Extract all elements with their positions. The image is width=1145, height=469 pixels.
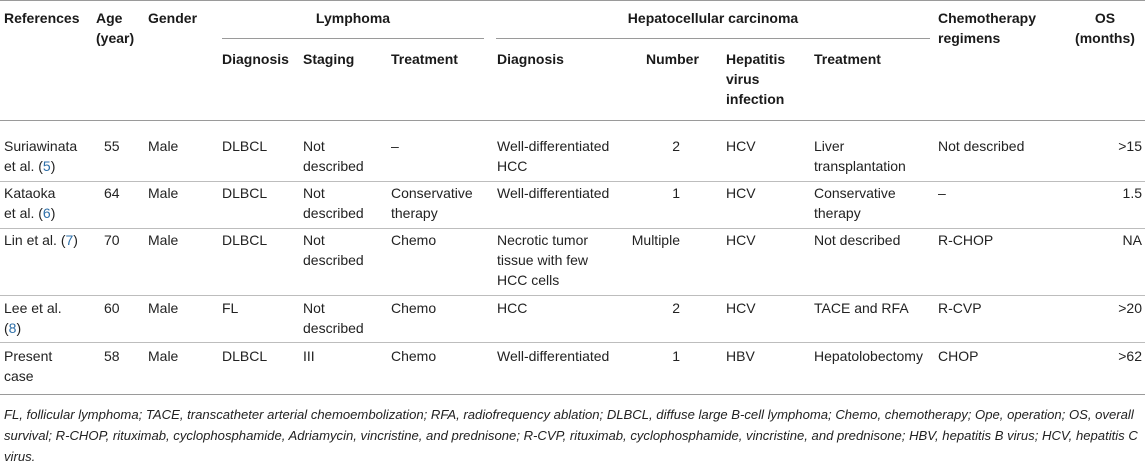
row-4-chemo: R-CVP [938, 300, 982, 316]
row-3-age: 70 [104, 232, 120, 248]
row-4-reference: Lee et al. (8) [4, 300, 62, 336]
row-4-gender: Male [148, 300, 179, 316]
row-5-number: 1 [672, 348, 680, 364]
row-3-virus: HCV [726, 232, 756, 248]
header-hcc-treatment: Treatment [814, 51, 881, 67]
header-lymphoma-diagnosis: Diagnosis [222, 51, 289, 67]
row-1-age: 55 [104, 138, 120, 154]
lymphoma-group-rule [222, 38, 484, 39]
row-1-staging: Not described [303, 138, 364, 174]
row-5-lymphoma-treatment: Chemo [391, 348, 437, 364]
header-hcc-group: Hepatocellular carcinoma [627, 10, 799, 26]
row-1-lymphoma-treatment: – [391, 138, 399, 154]
row-4-age: 60 [104, 300, 120, 316]
row-4-hcc-diagnosis: HCC [497, 300, 528, 316]
header-bottom-rule [0, 120, 1145, 121]
row-5-os: >62 [1118, 348, 1142, 364]
row-5-reference: Present case [4, 348, 53, 384]
row-1-gender: Male [148, 138, 179, 154]
row-2-hcc-diagnosis: Well-differentiated [497, 185, 610, 201]
header-lymphoma-treatment: Treatment [391, 51, 458, 67]
row-2-staging: Not described [303, 185, 364, 221]
row-3-lymphoma-diagnosis: DLBCL [222, 232, 268, 248]
header-hcc-virus: Hepatitis virus infection [726, 51, 786, 107]
row-4-virus: HCV [726, 300, 756, 316]
row-1-reference: Suriawinata et al. (5) [4, 138, 78, 174]
row-5-staging: III [303, 348, 315, 364]
row-5-hcc-diagnosis: Well-differentiated [497, 348, 610, 364]
row-4-hcc-treatment: TACE and RFA [814, 300, 909, 316]
row-2-gender: Male [148, 185, 179, 201]
row-4-lymphoma-treatment: Chemo [391, 300, 437, 316]
row-2-lymphoma-diagnosis: DLBCL [222, 185, 268, 201]
table-footnote: FL, follicular lymphoma; TACE, transcatheter arterial chemoembolization; RFA, radiofrequency ablation; DLBCL, diffuse large B-cell lymphoma; Chemo, chemotherapy; Ope, operation; OS, overall survival; R-CHOP, rituximab, cyclophosphamide, Adriamycin, vincristine, and prednisone; R-CVP, rituximab, cyclophosphamide, vincristine, and prednisone; HBV, hepatitis B virus; HCV, hepatitis C virus. [4, 407, 1138, 464]
header-lymphoma-group: Lymphoma [315, 10, 391, 26]
citation-link-8[interactable]: 8 [8, 320, 17, 336]
table-bottom-rule [0, 394, 1145, 395]
citation-link-5[interactable]: 5 [42, 158, 51, 174]
header-hcc-diagnosis: Diagnosis [497, 51, 564, 67]
row-5-age: 58 [104, 348, 120, 364]
row-2-reference: Kataoka et al. (6) [4, 185, 56, 221]
row-5-virus: HBV [726, 348, 755, 364]
row-2-chemo: – [938, 185, 946, 201]
header-age: Age (year) [96, 10, 135, 46]
row-3-staging: Not described [303, 232, 364, 268]
row-3-gender: Male [148, 232, 179, 248]
row-3-lymphoma-treatment: Chemo [391, 232, 437, 248]
header-chemotherapy: Chemotherapy regimens [938, 10, 1037, 46]
table-top-rule [0, 0, 1145, 1]
row-2-age: 64 [104, 185, 120, 201]
row-3-chemo: R-CHOP [938, 232, 994, 248]
hcc-group-rule [496, 38, 930, 39]
row-2-number: 1 [672, 185, 680, 201]
row-1-hcc-diagnosis: Well-differentiated HCC [497, 138, 610, 174]
row-1-hcc-treatment: Liver transplantation [814, 138, 906, 174]
row-4-staging: Not described [303, 300, 364, 336]
header-hcc-number: Number [646, 51, 699, 67]
row-1-lymphoma-diagnosis: DLBCL [222, 138, 268, 154]
row-5-hcc-treatment: Hepatolobectomy [814, 348, 923, 364]
row-1-virus: HCV [726, 138, 756, 154]
row-5-lymphoma-diagnosis: DLBCL [222, 348, 268, 364]
header-gender: Gender [148, 10, 198, 26]
row-1-chemo: Not described [938, 138, 1025, 154]
row-3-os: NA [1122, 232, 1142, 248]
row-3-hcc-diagnosis: Necrotic tumor tissue with few HCC cells [497, 232, 589, 288]
row-divider-2 [0, 228, 1145, 229]
row-4-number: 2 [672, 300, 680, 316]
row-2-lymphoma-treatment: Conservative therapy [391, 185, 473, 221]
header-lymphoma-staging: Staging [303, 51, 355, 67]
row-1-os: >15 [1118, 138, 1142, 154]
citation-link-7[interactable]: 7 [65, 232, 74, 248]
row-3-reference: Lin et al. (7) [4, 232, 78, 248]
citation-link-6[interactable]: 6 [42, 205, 51, 221]
row-1-number: 2 [672, 138, 680, 154]
header-references: References [4, 10, 80, 26]
row-2-hcc-treatment: Conservative therapy [814, 185, 896, 221]
row-divider-3 [0, 295, 1145, 296]
row-3-number: Multiple [631, 232, 680, 248]
row-3-hcc-treatment: Not described [814, 232, 901, 248]
row-divider-1 [0, 181, 1145, 182]
row-5-chemo: CHOP [938, 348, 979, 364]
header-os: OS (months) [1075, 10, 1135, 46]
row-2-virus: HCV [726, 185, 756, 201]
row-2-os: 1.5 [1122, 185, 1142, 201]
row-4-lymphoma-diagnosis: FL [222, 300, 239, 316]
row-4-os: >20 [1118, 300, 1142, 316]
row-divider-4 [0, 342, 1145, 343]
row-5-gender: Male [148, 348, 179, 364]
